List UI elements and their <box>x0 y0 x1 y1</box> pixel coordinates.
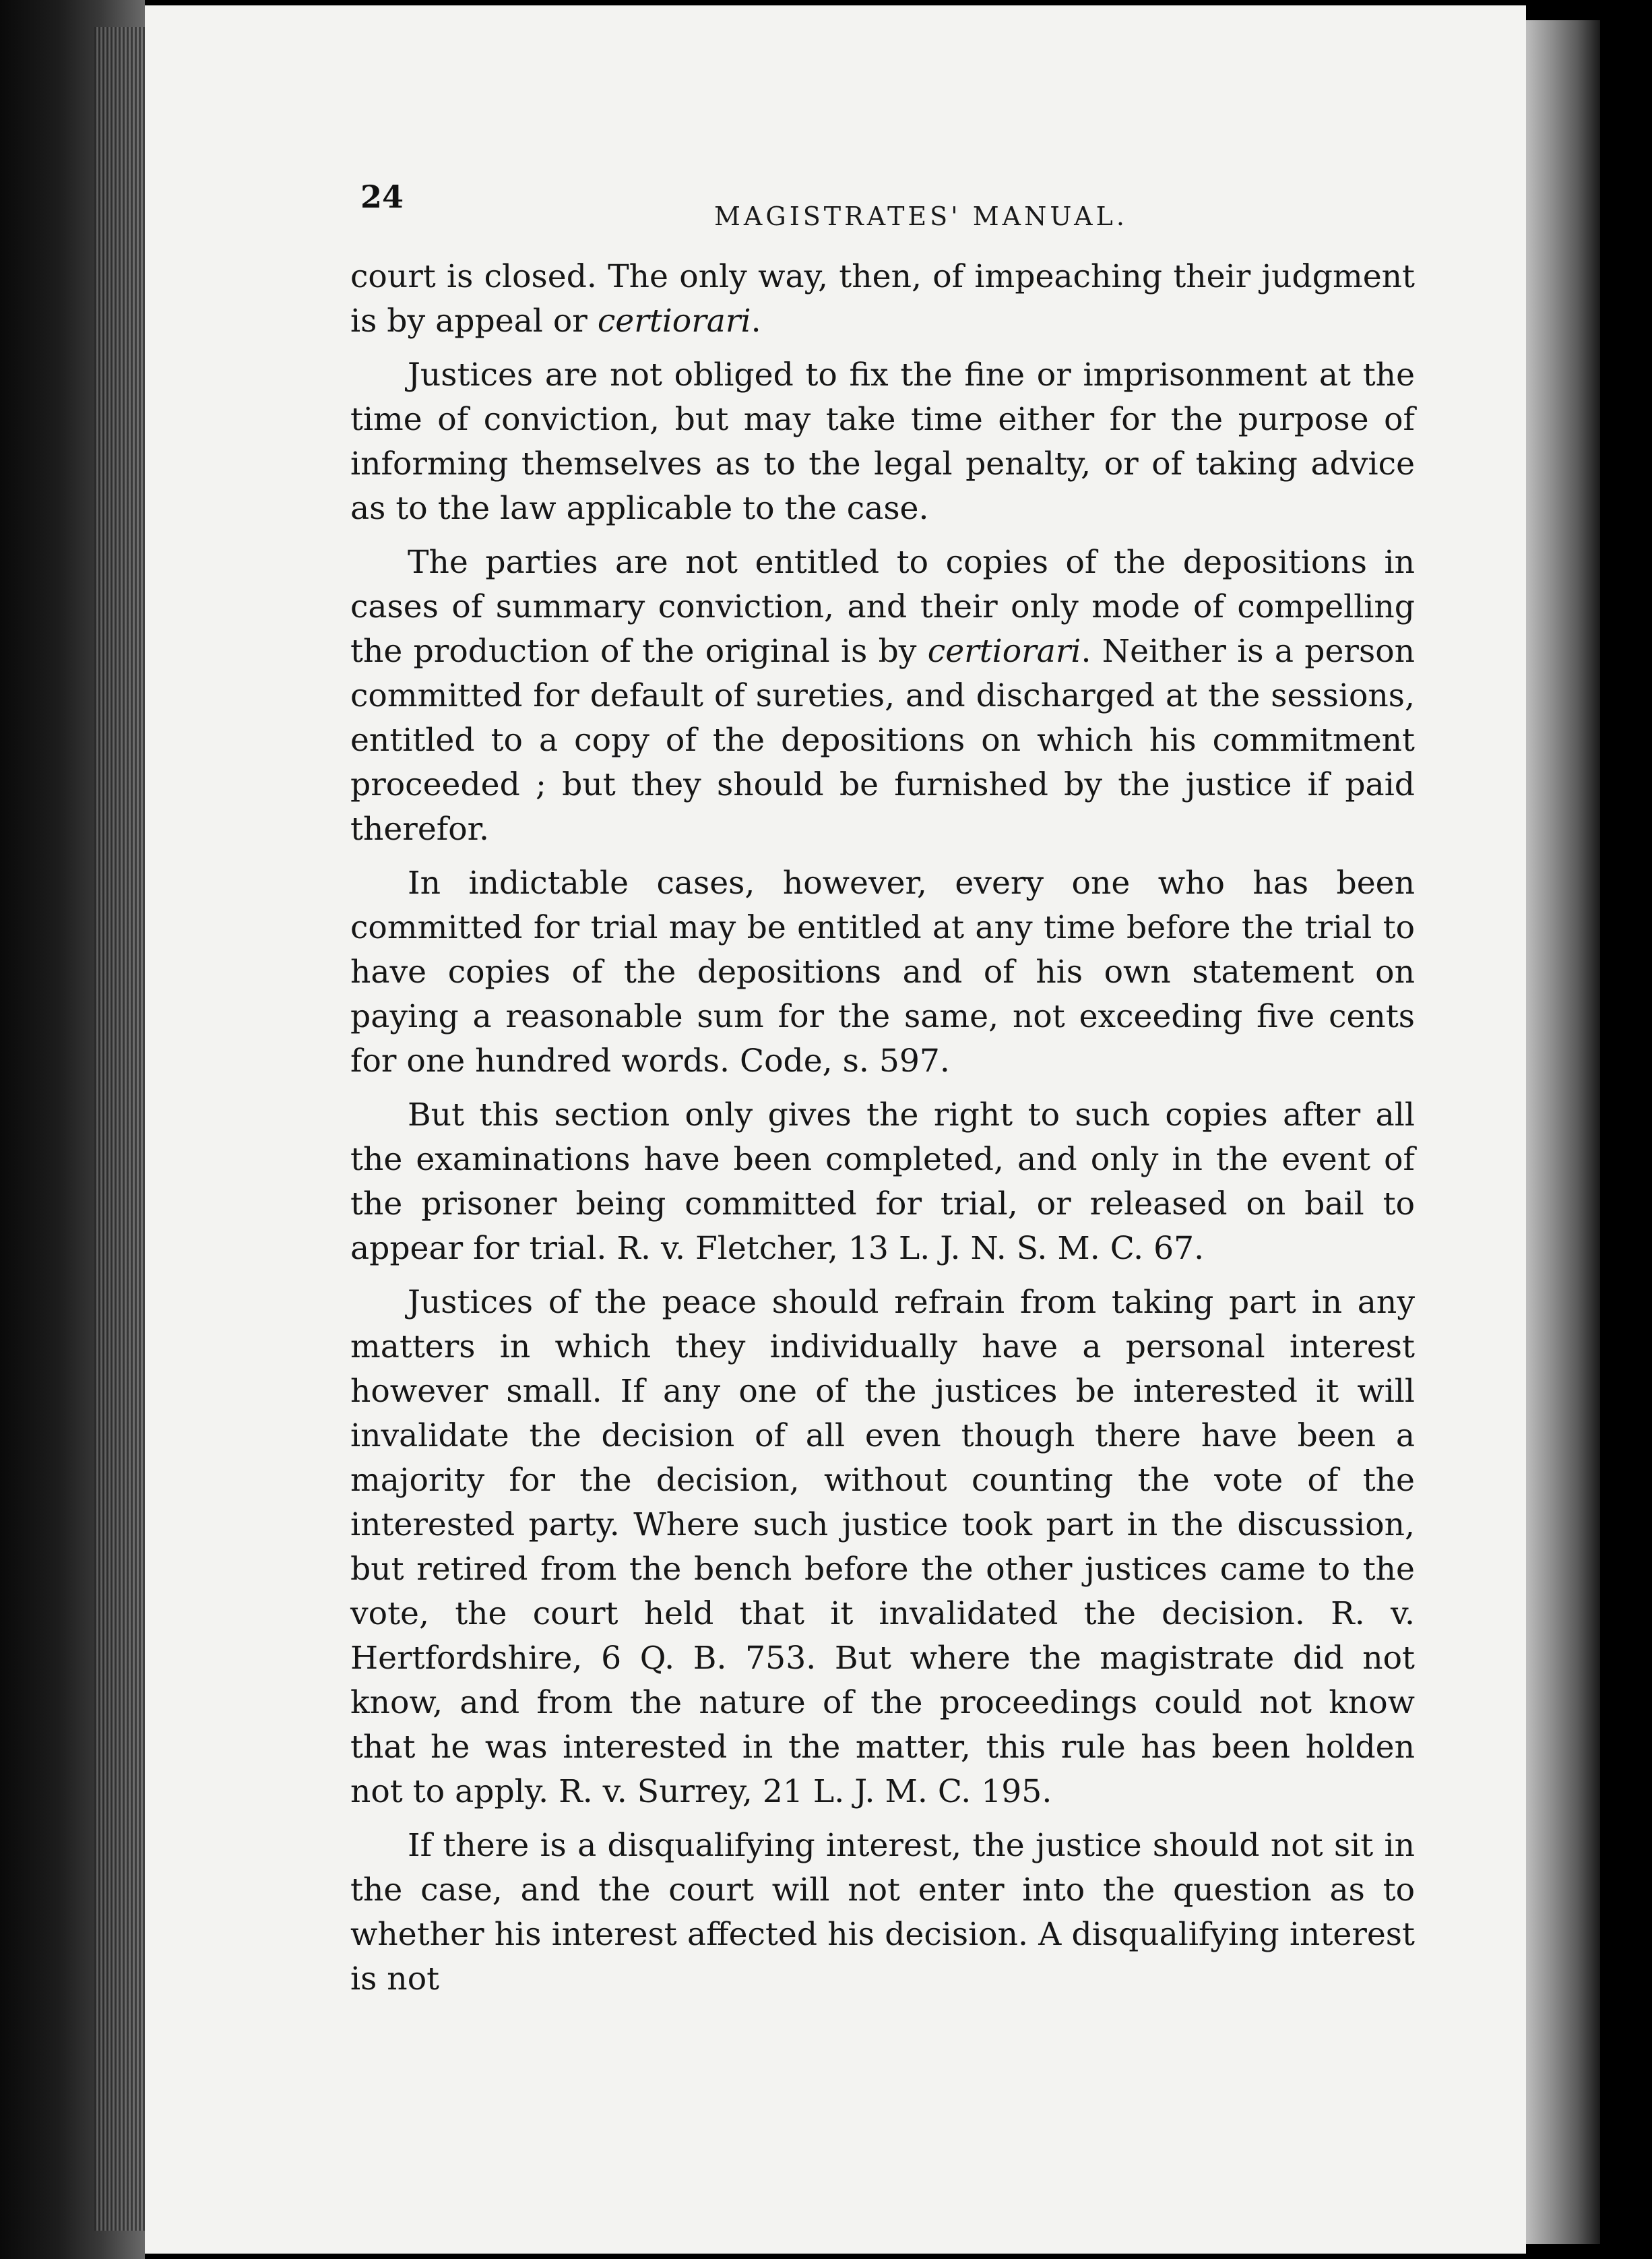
book-binding-page-edges <box>94 27 145 2231</box>
paragraph-5-text: But this section only gives the right to such copies after all the examinations have been completed, and only in the event of the prisoner being committed for trial, or released on bail to appear for trial. R. v. Fletcher, 13 L. J. N. S. M. C. 67. <box>350 1096 1415 1267</box>
book-page-edge-right <box>1526 20 1600 2244</box>
paragraph-5 <box>350 1093 1415 1271</box>
page-header <box>360 179 1411 239</box>
page-number: 24 <box>360 179 404 215</box>
paragraph-6-text: Justices of the peace should refrain from taking part in any matters in which they individually have a personal interest however small. If any one of the justices be interested it will invalidate the decision of all even though there have been a majority for the decision, without counting the vote of the interested party. Where such justice took part in the discussion, but retired from the bench before the other justices came to the vote, the court held that it invalidated the decision. R. v. Hertfordshire, 6 Q. B. 753. But where the magistrate did not know, and from the nature of the proceedings could not know that he was interested in the matter, this rule has been holden not to apply. R. v. Surrey, 21 L. J. M. C. 195. <box>350 1284 1415 1810</box>
paragraph-3 <box>350 540 1415 852</box>
paragraph-1 <box>350 255 1415 344</box>
paragraph-3-italic: certiorari <box>927 633 1081 670</box>
paragraph-1-italic: certiorari <box>597 303 751 340</box>
paragraph-6 <box>350 1280 1415 1814</box>
paragraph-1-text: court is closed. The only way, then, of impeaching their judgment is by appeal or <box>350 258 1415 340</box>
paragraph-3-tail: . Neither is a person committed for default of sureties, and discharged at the sessions, entitled to a copy of the depositions on which his commitment proceeded ; but they should be furnished by the justice if paid therefor. <box>350 633 1415 848</box>
running-head: MAGISTRATES' MANUAL. <box>714 202 1128 231</box>
paragraph-3-text: The parties are not entitled to copies of the depositions in cases of summary conviction, and their only mode of compelling the production of the original is by <box>350 544 1415 670</box>
body-text <box>350 255 1415 2011</box>
paragraph-4 <box>350 861 1415 1084</box>
paragraph-2-text: Justices are not obliged to fix the fine or imprisonment at the time of conviction, but may take time either for the purpose of informing themselves as to the legal penalty, or of taking advice as to the law applicable to the case. <box>350 357 1415 527</box>
paragraph-7-text: If there is a disqualifying interest, the justice should not sit in the case, and the court will not enter into the question as to whether his interest affected his decision. A disqualifying interest is not <box>350 1827 1415 1998</box>
paragraph-7 <box>350 1824 1415 2002</box>
paragraph-2 <box>350 353 1415 531</box>
paragraph-4-text: In indictable cases, however, every one who has been committed for trial may be entitled at any time before the trial to have copies of the depositions and of his own statement on paying a reasonable sum for the same, not exceeding five cents for one hundred words. Code, s. 597. <box>350 865 1415 1080</box>
paragraph-1-tail: . <box>751 303 761 340</box>
